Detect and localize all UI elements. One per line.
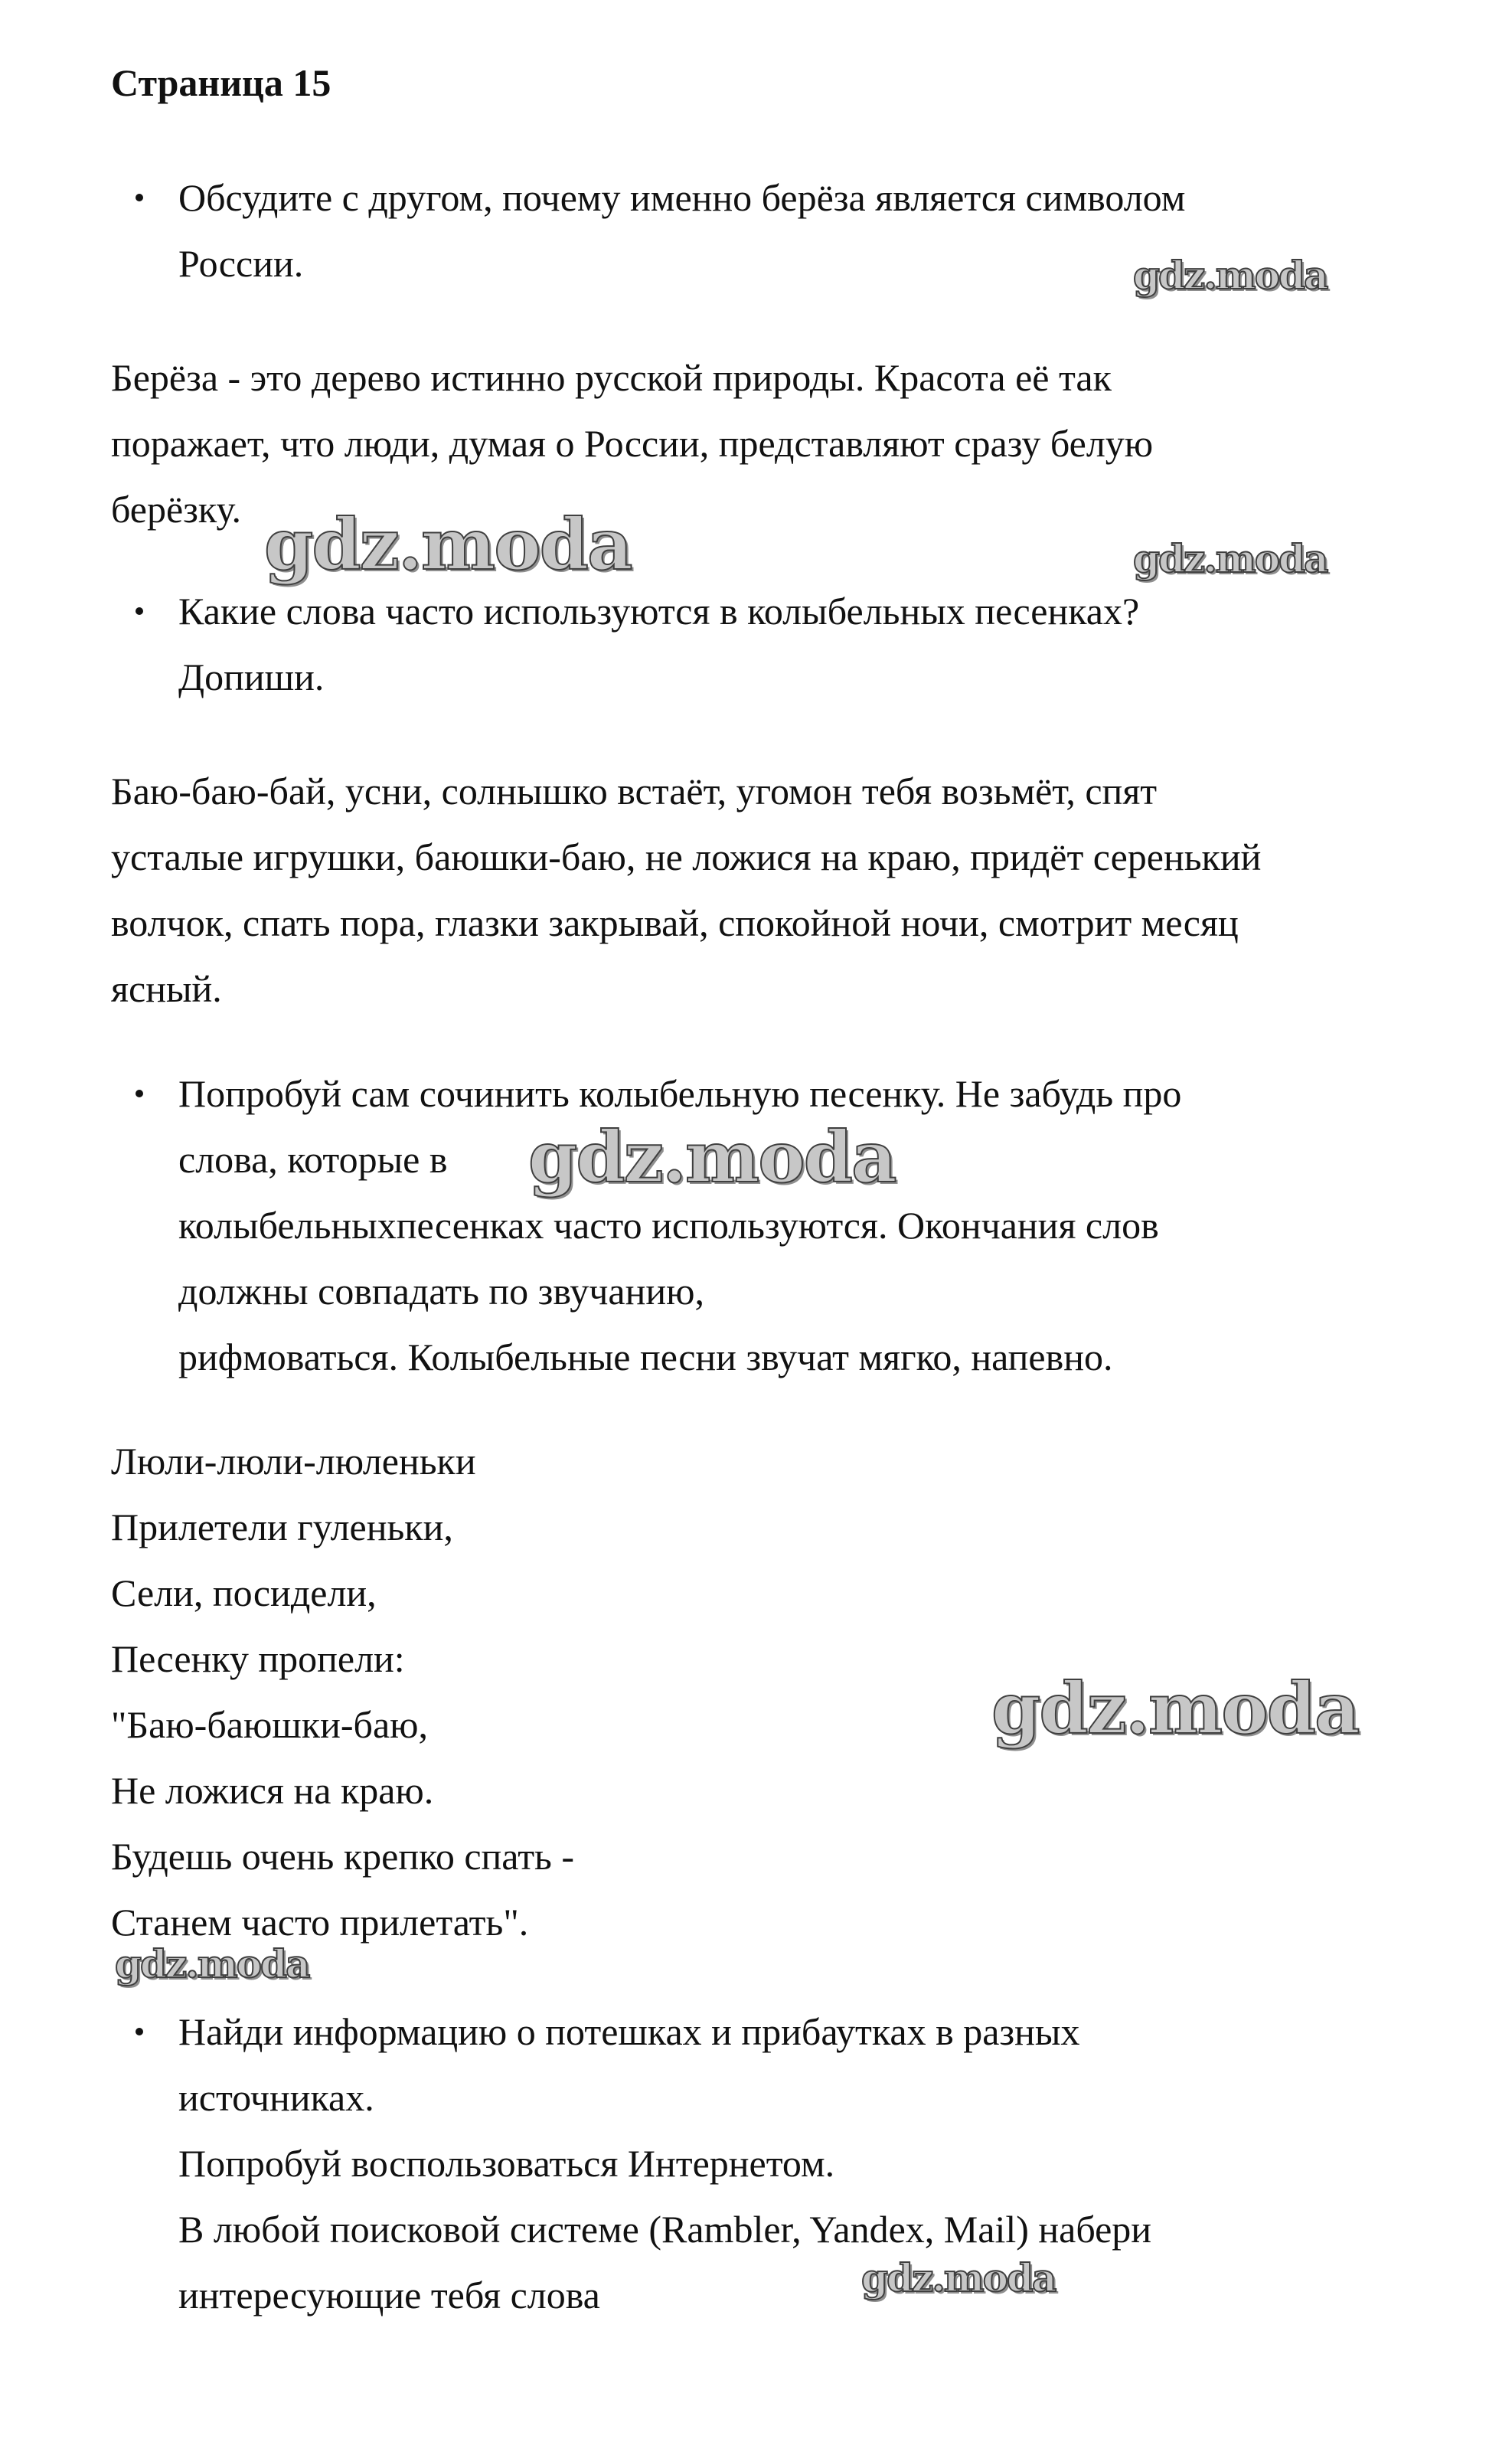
text-line: Обсудите с другом, почему именно берёза является символом xyxy=(178,176,1186,219)
text-line: усталые игрушки, баюшки-баю, не ложися на краю, придёт серенький xyxy=(111,835,1262,878)
bullet-marker-icon xyxy=(111,578,178,644)
poem-line: Не ложися на краю. xyxy=(111,1769,434,1812)
poem-line: Станем часто прилетать". xyxy=(111,1901,529,1944)
text-line: Берёза - это дерево истинно русской природы. Красота её так xyxy=(111,356,1112,399)
text-line: должны совпадать по звучанию, xyxy=(178,1270,704,1313)
text-line: Попробуй воспользоваться Интернетом. xyxy=(178,2142,835,2185)
poem-line: Песенку пропели: xyxy=(111,1637,405,1680)
text-line: ясный. xyxy=(111,967,222,1010)
watermark: gdz.moda xyxy=(264,503,632,586)
poem-line: Люли-люли-люленьки xyxy=(111,1440,476,1483)
text-line: берёзку. xyxy=(111,488,241,531)
text-line: Найди информацию о потешках и прибаутках в разных xyxy=(178,2010,1080,2053)
text-line: колыбельныхпесенках часто используются. Окончания слов xyxy=(178,1204,1159,1247)
text-line: слова, которые в xyxy=(178,1138,448,1181)
poem-line: Сели, посидели, xyxy=(111,1571,377,1614)
watermark: gdz.moda xyxy=(1133,536,1327,581)
bullet-question-lullaby-words xyxy=(111,578,1443,710)
bullet-marker-icon xyxy=(111,165,178,231)
text-line: интересующие тебя слова xyxy=(178,2274,600,2317)
text-line: рифмоваться. Колыбельные песни звучат мягко, напевно. xyxy=(178,1336,1113,1378)
question-text xyxy=(178,1061,1443,1390)
text-line: В любой поисковой системе (Rambler, Yandex, Mail) набери xyxy=(178,2208,1152,2251)
question-text xyxy=(178,1999,1443,2328)
poem-line: "Баю-баюшки-баю, xyxy=(111,1703,428,1746)
answer-lullaby-words xyxy=(111,758,1443,1022)
bullet-question-find-info xyxy=(111,1999,1443,2328)
bullet-marker-icon xyxy=(111,1061,178,1126)
bullet-marker-icon xyxy=(111,1999,178,2065)
watermark: gdz.moda xyxy=(861,2255,1056,2300)
page-title: Страница 15 xyxy=(111,61,331,104)
text-line: России. xyxy=(178,242,304,285)
text-line: Баю-баю-бай, усни, солнышко встаёт, угомон тебя возьмёт, спят xyxy=(111,770,1158,812)
text-line: Попробуй сам сочинить колыбельную песенку. Не забудь про xyxy=(178,1072,1182,1115)
text-line: волчок, спать пора, глазки закрывай, спокойной ночи, смотрит месяц xyxy=(111,901,1239,944)
poem-line: Прилетели гуленьки, xyxy=(111,1506,453,1548)
text-line: Какие слова часто используются в колыбельных песенках? xyxy=(178,590,1140,633)
question-text xyxy=(178,578,1443,710)
watermark: gdz.moda xyxy=(528,1116,896,1198)
watermark: gdz.moda xyxy=(1133,253,1327,298)
watermark: gdz.moda xyxy=(115,1941,309,1986)
watermark: gdz.moda xyxy=(991,1667,1359,1750)
text-line: источниках. xyxy=(178,2076,374,2119)
poem-line: Будешь очень крепко спать - xyxy=(111,1835,575,1878)
text-line: поражает, что люди, думая о России, представляют сразу белую xyxy=(111,422,1154,465)
bullet-question-compose-lullaby xyxy=(111,1061,1443,1390)
text-line: Допиши. xyxy=(178,656,325,698)
